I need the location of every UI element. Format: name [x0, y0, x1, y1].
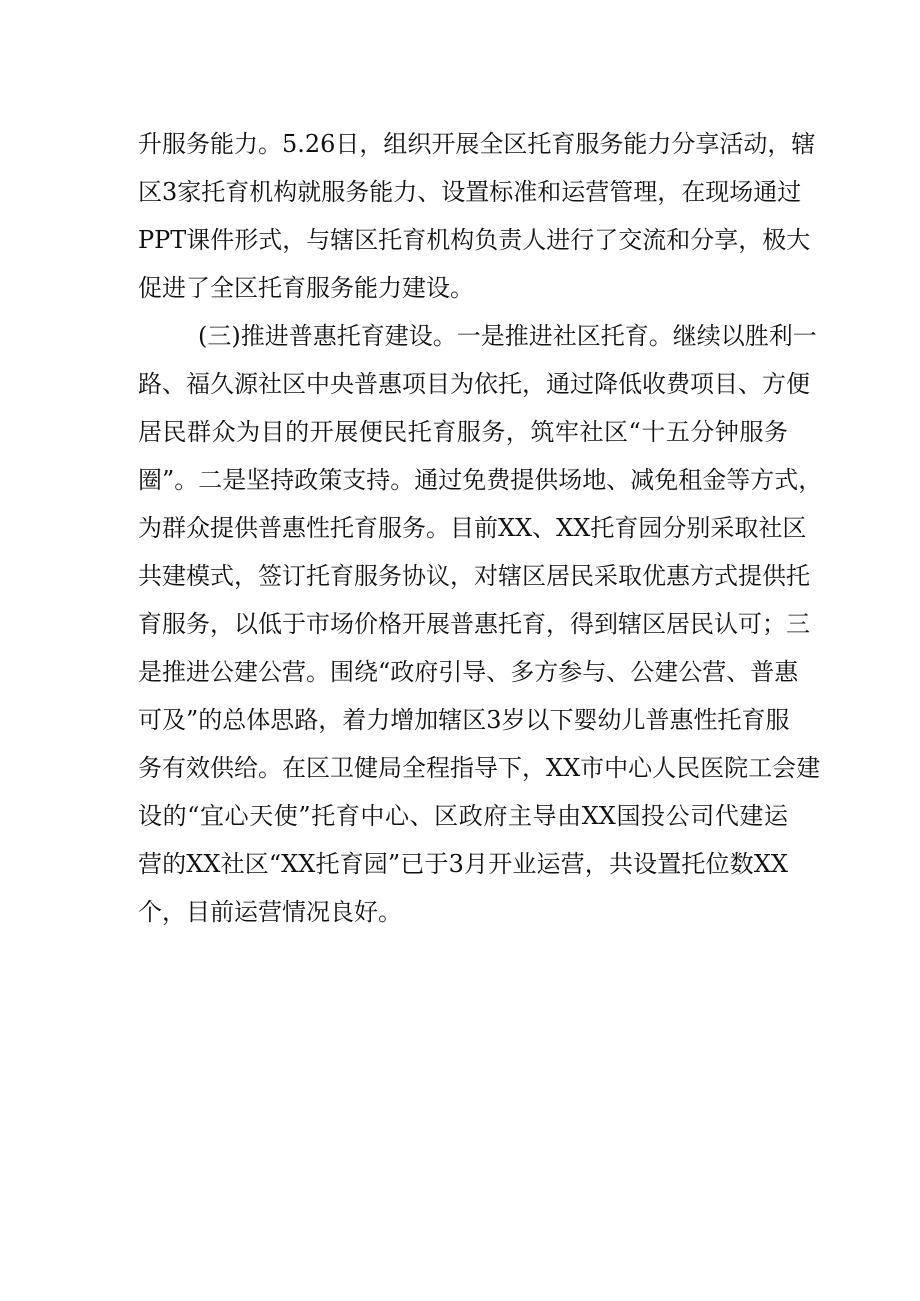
text-line: 营的XX社区“XX托育园”已于3月开业运营，共设置托位数XX	[138, 850, 788, 878]
text-line: 促进了全区托育服务能力建设。	[138, 274, 474, 302]
text-line: 升服务能力。5.26日，组织开展全区托育服务能力分享活动，辖	[138, 130, 816, 158]
text-line: 居民群众为目的开展便民托育服务，筑牢社区“十五分钟服务	[138, 418, 788, 446]
text-line: 务有效供给。在区卫健局全程指导下，XX市中心人民医院工会建	[138, 754, 821, 782]
text-line: (三)推进普惠托育建设。一是推进社区托育。继续以胜利一	[198, 322, 817, 350]
text-line: 育服务，以低于市场价格开展普惠托育，得到辖区居民认可；三	[138, 610, 810, 638]
text-line: 可及”的总体思路，着力增加辖区3岁以下婴幼儿普惠性托育服	[138, 706, 790, 734]
text-line: 路、福久源社区中央普惠项目为依托，通过降低收费项目、方便	[138, 370, 810, 398]
text-line: 圈”。二是坚持政策支持。通过免费提供场地、减免租金等方式，	[138, 466, 823, 494]
paragraph-inclusive-childcare	[138, 312, 823, 936]
text-line: PPT课件形式，与辖区托育机构负责人进行了交流和分享，极大	[138, 226, 811, 254]
text-line: 区3家托育机构就服务能力、设置标准和运营管理，在现场通过	[138, 178, 802, 206]
text-line: 是推进公建公营。围绕“政府引导、多方参与、公建公营、普惠	[138, 658, 799, 686]
text-line: 个，目前运营情况良好。	[138, 898, 402, 926]
text-line: 设的“宜心天使”托育中心、区政府主导由XX国投公司代建运	[138, 802, 788, 830]
paragraph-service-capacity	[138, 120, 816, 312]
text-line: 为群众提供普惠性托育服务。目前XX、XX托育园分别采取社区	[138, 514, 807, 542]
text-line: 共建模式，签订托育服务协议，对辖区居民采取优惠方式提供托	[138, 562, 810, 590]
